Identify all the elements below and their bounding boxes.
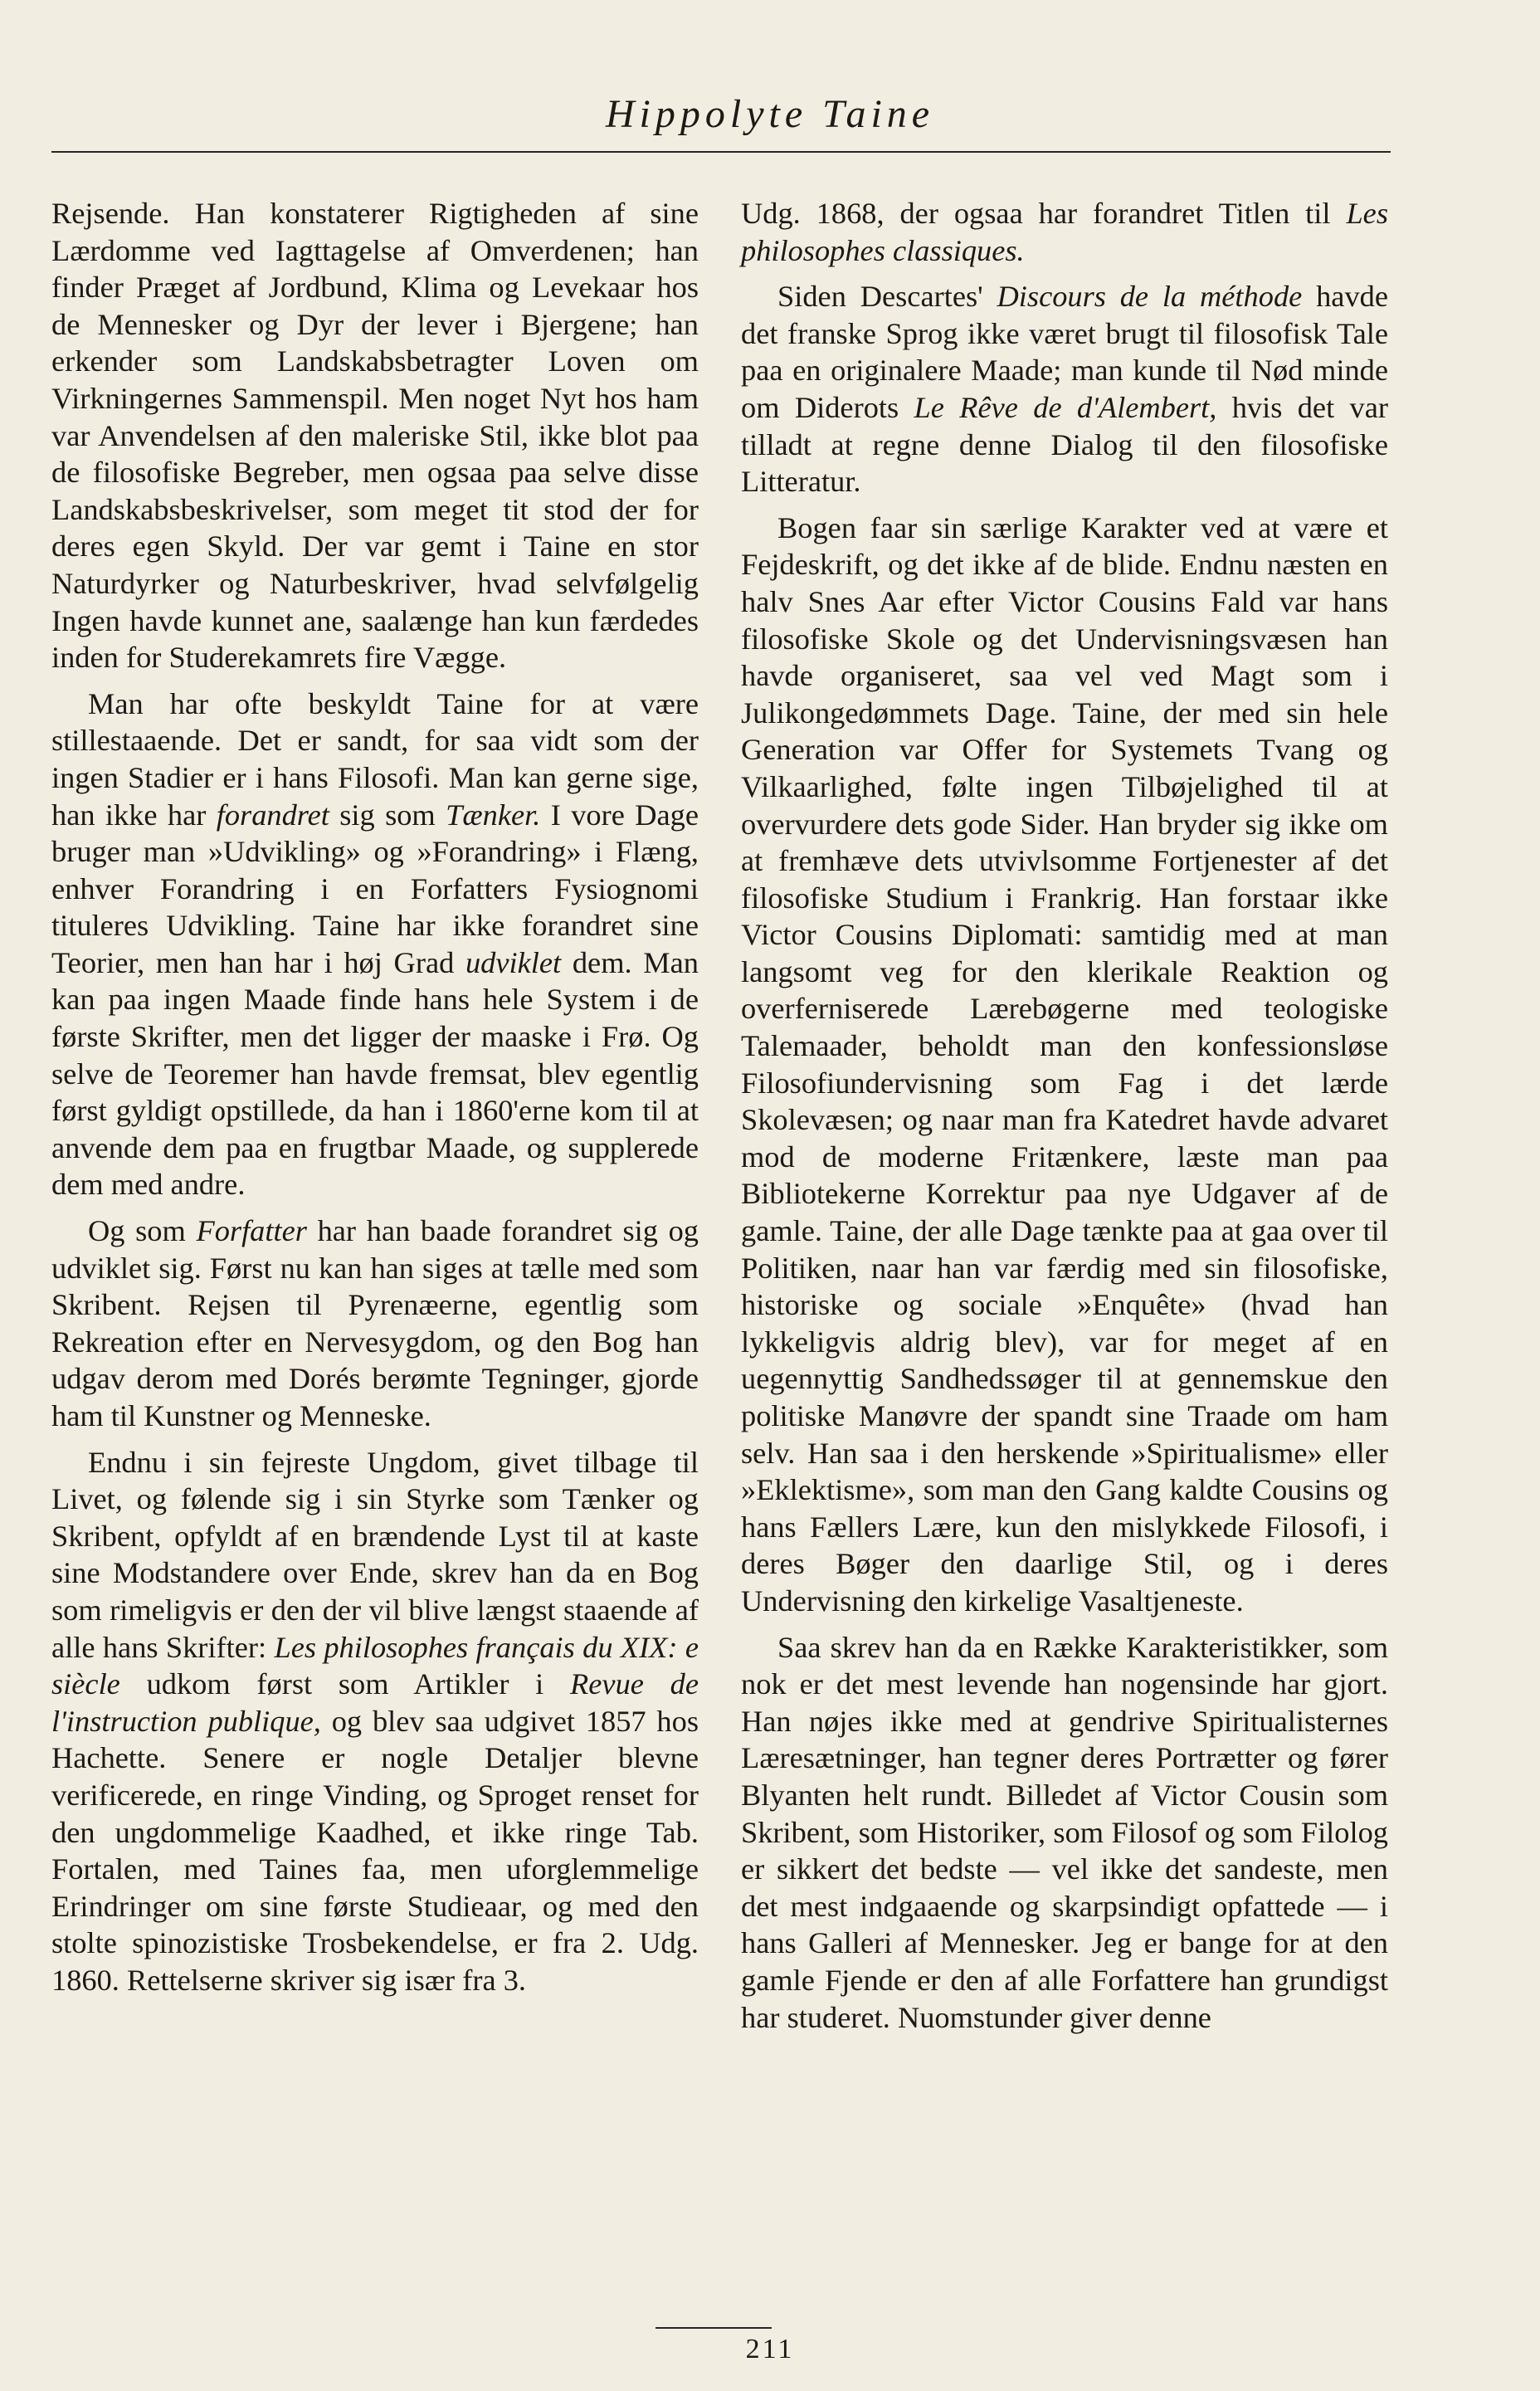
text-run: har han baade forandret sig og udviklet sig. Først nu kan han siges at tælle med som Skribent. Rejsen til Pyrenæerne, egentlig som Rekreation efter en Nervesygdom, og den Bog han udgav derom med Dorés berømte Tegninger, gjorde ham til Kunstner og Menneske. (51, 1214, 699, 1432)
italic-run: Les philosophes français du XIX: e siècle (51, 1630, 699, 1701)
paragraph (51, 1213, 699, 1435)
text-run: og blev saa udgivet 1857 hos Hachette. Senere er nogle Detaljer blevne verificerede, en ringe Vinding, og Sproget renset for den ungdommelige Kaadhed, et ikke ringe Tab. Fortalen, med Taines faa, men uforglemmelige Erindringer om sine første Studieaar, og med den stolte spinozistiske Trosbekendelse, er fra 2. Udg. 1860. Rettelserne skriver sig især fra 3. (51, 1704, 699, 1997)
paragraph (51, 686, 699, 1203)
italic-run: Forfatter (196, 1214, 307, 1248)
left-column (51, 195, 699, 2008)
italic-run: udviklet (465, 945, 562, 979)
text-run: I vore Dage bruger man »Udvikling» og »Forandring» i Flæng, enhver Forandring i en Forfatters Fysiognomi tituleres Udvikling. Taine har ikke forandret sine Teorier, men han har i høj Grad (51, 798, 699, 979)
paragraph (741, 195, 1388, 269)
paragraph: Saa skrev han da en Række Karakteristikker, som nok er det mest levende han nogensinde har gjort. Han nøjes ikke med at gendrive Spiritualisternes Læresætninger, han tegner deres Portrætter og fører Blyanten helt rundt. Billedet af Victor Cousin som Skribent, som Historiker, som Filosof og som Filolog er sikkert det bedste — vel ikke det sandeste, men det mest indgaaende og skarpsindigt opfattede — i hans Galleri af Mennesker. Jeg er bange for at den gamle Fjende er den af alle Forfattere han grundigst har studeret. Nuomstunder giver denne (741, 1630, 1388, 2034)
text-run: Siden Descartes' (777, 280, 997, 314)
text-run: Udg. 1868, der ogsaa har forandret Titlen til (741, 197, 1347, 230)
text-run: hvis det var tilladt at regne denne Dialog til den filosofiske Litteratur. (741, 390, 1388, 499)
italic-run: Discours de la méthode (997, 280, 1303, 314)
italic-run: Revue de l'instruction publique, (51, 1667, 699, 1738)
text-run: sig som (329, 798, 446, 832)
text-run: udkom først som Artikler i (119, 1667, 571, 1701)
text-run: dem. Man kan paa ingen Maade finde hans hele System i de første Skrifter, men det ligger der maaske i Frø. Og selve de Teoremer han havde fremsat, blev egentlig først gyldigt opstillede, da han i 1860'erne kom til at anvende dem paa en frugtbar Maade, og supplerede dem med andre. (51, 945, 699, 1202)
running-title: Hippolyte Taine (605, 92, 935, 136)
paragraph: Rejsende. Han konstaterer Rigtigheden af sine Lærdomme ved Iagttagelse af Omverdenen; han finder Præget af Jordbund, Klima og Levekaar hos de Mennesker og Dyr der lever i Bjergene; han erkender som Landskabsbetragter Loven om Virkningernes Sammenspil. Men noget Nyt hos ham var Anvendelsen af den maleriske Stil, ikke blot paa de filosofiske Begreber, men ogsaa paa selve disse Landskabsbeskrivelser, som meget tit stod der for deres egen Skyld. Der var gemt i Taine en stor Naturdyrker og Naturbeskriver, hvad selvfølgelig Ingen havde kunnet ane, saalænge han kun færdedes inden for Studerekamrets fire Vægge. (51, 197, 699, 675)
right-column (741, 195, 1388, 2045)
text-run: Endnu i sin fejreste Ungdom, givet tilbage til Livet, og følende sig i sin Styrke som Tænker og Skribent, opfyldt af en brændende Lyst til at kaste sine Modstandere over Ende, skrev han da en Bog som rimeligvis er den der vil blive længst staaende af alle hans Skrifter: (51, 1445, 699, 1664)
footer-rule (655, 2327, 772, 2329)
paragraph: Bogen faar sin særlige Karakter ved at være et Fejdeskrift, og det ikke af de blide. Endnu næsten en halv Snes Aar efter Victor Cousins Fald var hans filosofiske Skole og det Undervisningsvæsen han havde organiseret, saa vel ved Magt som i Julikongedømmets Dage. Taine, der med sin hele Generation var Offer for Systemets Tvang og Vilkaarlighed, følte ingen Tilbøjelighed til at overvurdere dets gode Sider. Han bryder sig ikke om at fremhæve dets utvivlsomme Fortjenester af det filosofiske Studium i Frankrig. Han forstaar ikke Victor Cousins Diplomati: samtidig med at man langsomt veg for den klerikale Reaktion og overferniserede Lærebøgerne med teologiske Talemaader, beholdt man den konfessionsløse Filosofiundervisning som Fag i det lærde Skolevæsen; og naar man fra Katedret havde advaret mod de moderne Fritænkere, læste man paa Bibliotekerne Korrektur paa nye Udgaver af de gamle. Taine, der alle Dage tænkte paa at gaa over til Politiken, naar han var færdig med sin filosofiske, historiske og sociale »Enquête» (hvad han lykkeligvis aldrig blev), var for meget af en uegennyttig Sandhedssøger til at gennemskue den politiske Manøvre der spandt sine Traade om ham selv. Han saa i den herskende »Spiritualisme» eller »Eklektisme», som man den Gang kaldte Cousins og hans Fællers Lære, kun den mislykkede Filosofi, i deres Bøger den daarlige Stil, og i deres Undervisning den kirkelige Vasaltjeneste. (741, 510, 1388, 1618)
header-rule (51, 151, 1391, 153)
paragraph (741, 278, 1388, 500)
text-run: havde det franske Sprog ikke været brugt til filosofisk Tale paa en originalere Maade; man kunde til Nød minde om Diderots (741, 280, 1388, 424)
italic-run: Les philosophes classiques. (741, 197, 1388, 267)
paragraph (51, 1444, 699, 1999)
text-run: Man har ofte beskyldt Taine for at være stillestaaende. Det er sandt, for saa vidt som der ingen Stadier er i hans Filosofi. Man kan gerne sige, han ikke har (51, 686, 699, 832)
page-number: 211 (745, 2334, 795, 2364)
italic-run: forandret (216, 798, 329, 832)
italic-run: Le Rêve de d'Alembert, (914, 390, 1217, 424)
italic-run: Tænker. (446, 798, 541, 832)
text-run: Og som (88, 1214, 197, 1248)
